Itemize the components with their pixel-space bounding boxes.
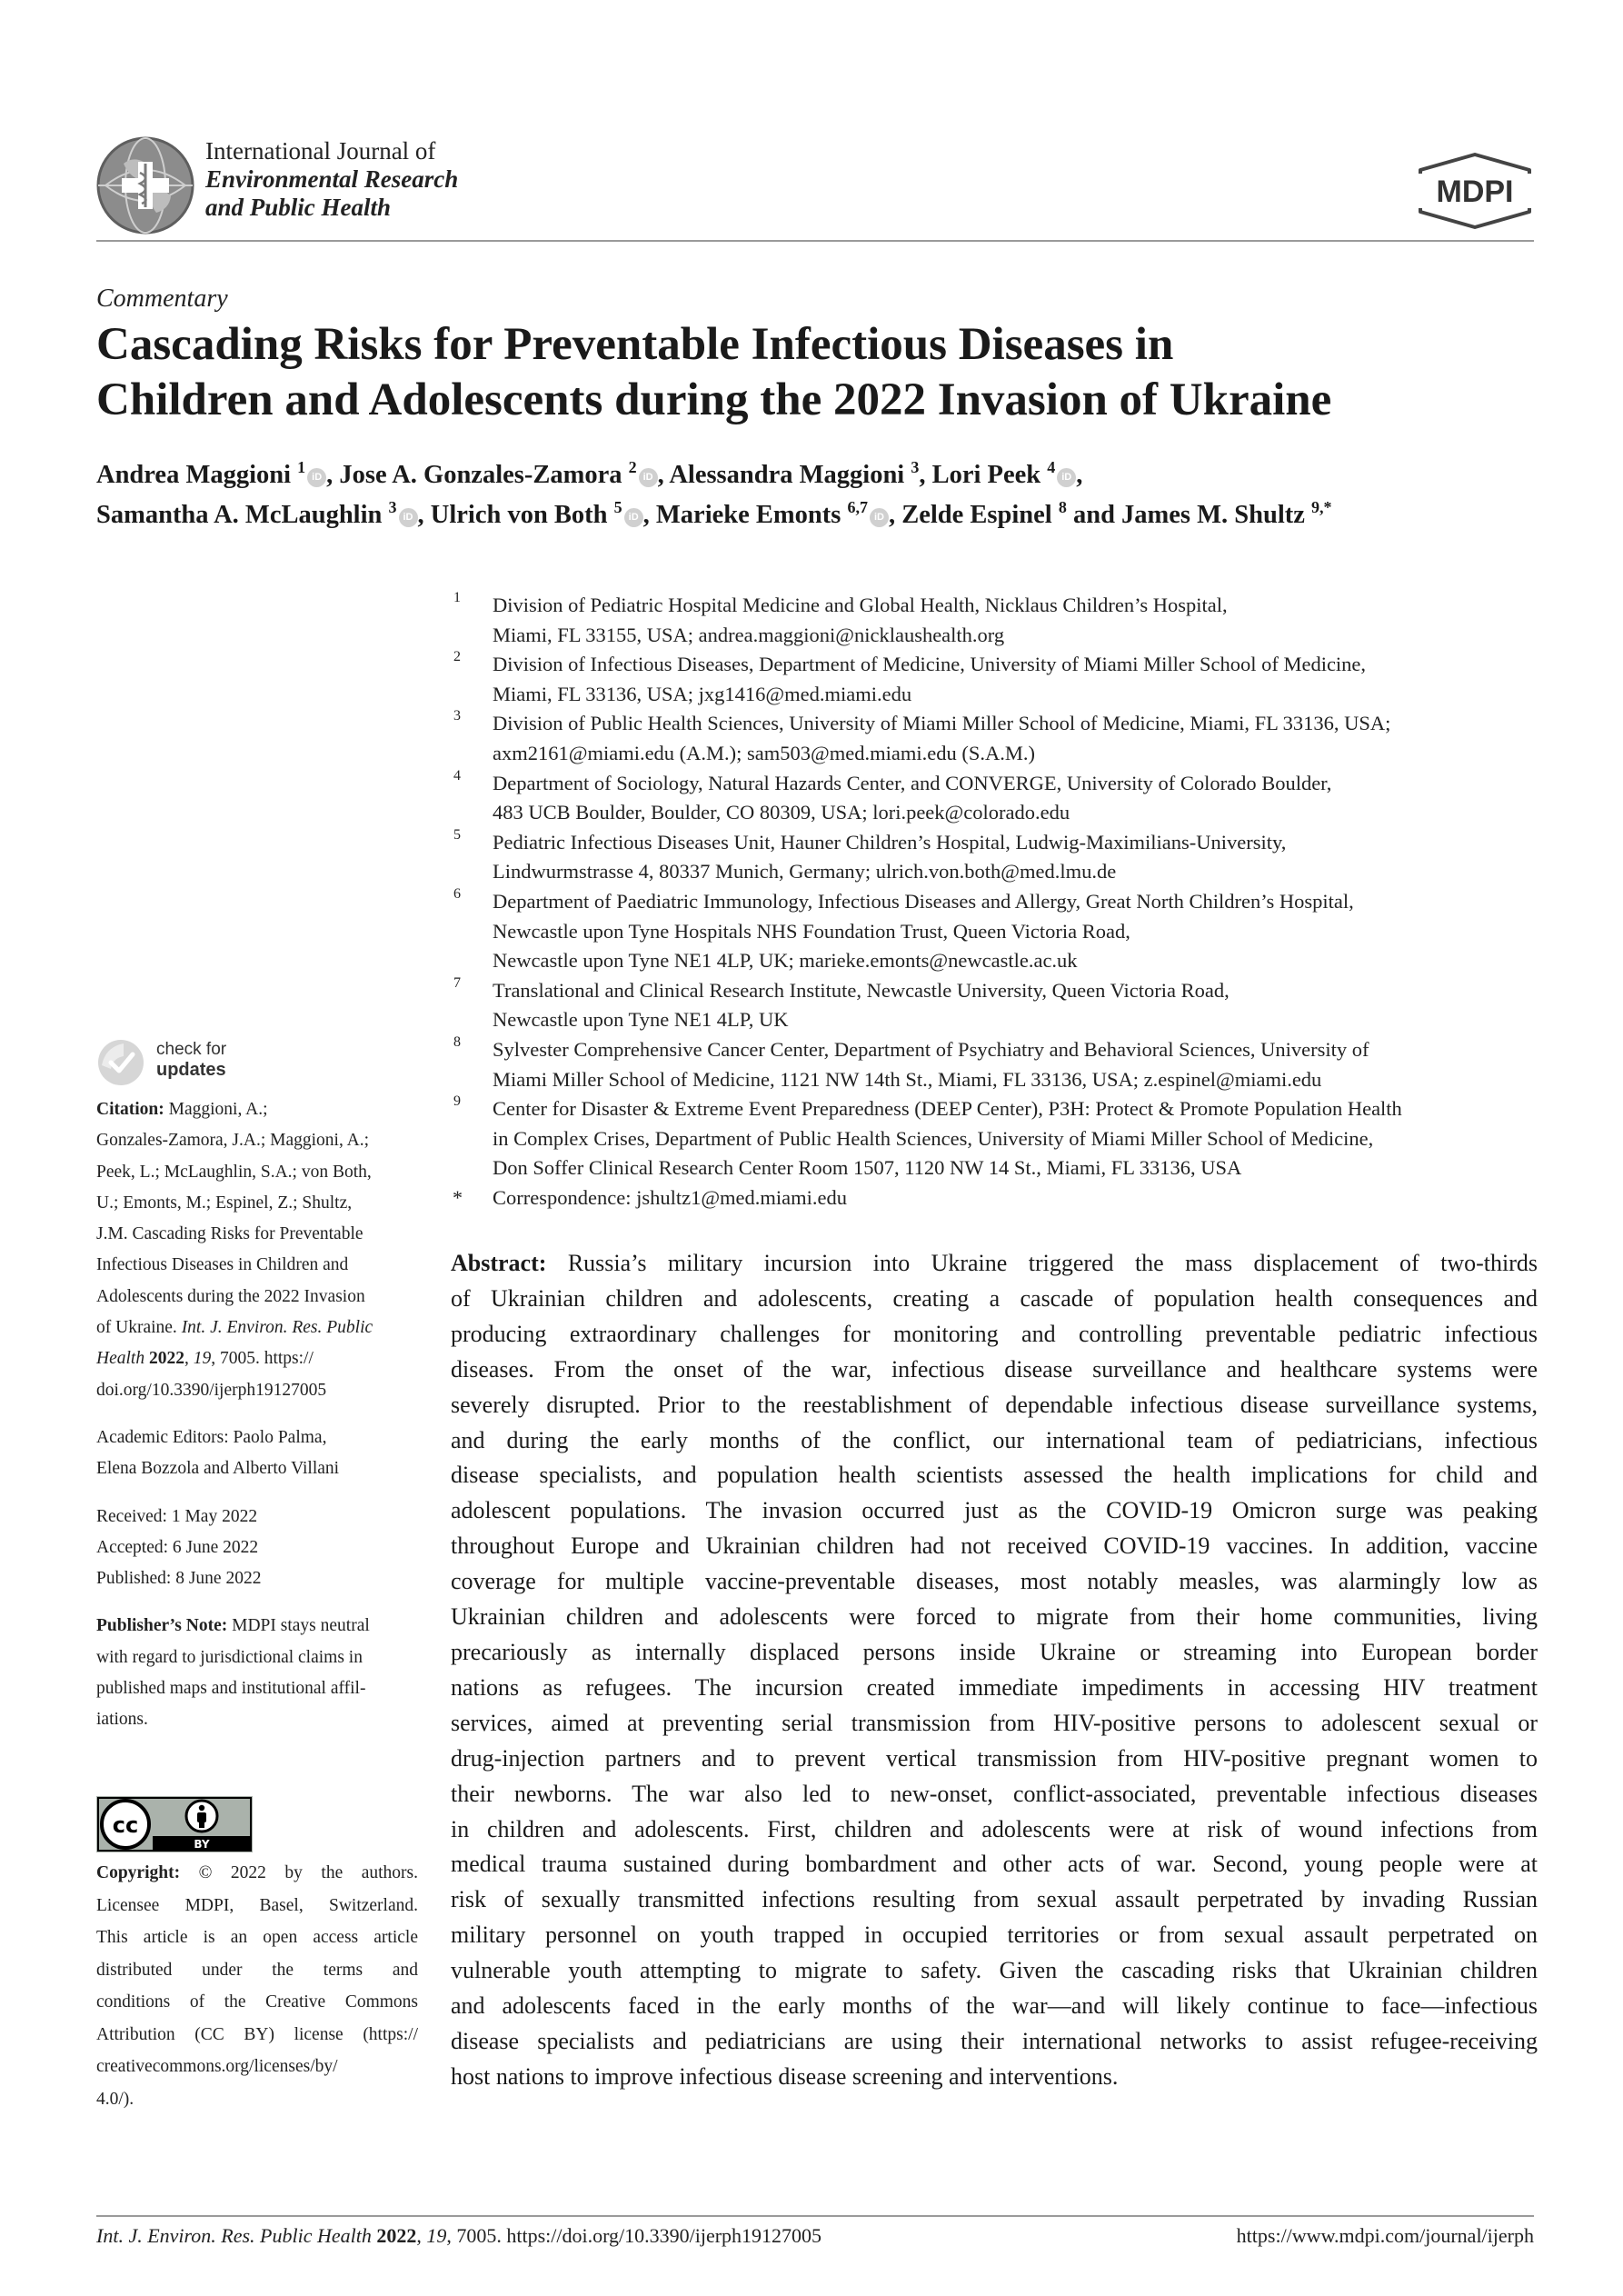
affiliations [451,591,1541,1213]
affiliation-number: 5 [453,826,461,843]
check-updates-label: check for [156,1040,227,1059]
cc-by-license-badge[interactable] [96,1796,253,1852]
journal-name-line2: Environmental Research [205,165,459,193]
journal-name [205,137,458,222]
abstract-line: precariously as internally displaced persons inside Ukraine or streaming into European border [451,1638,1538,1665]
citation-text: of Ukraine. [96,1318,182,1338]
affiliation-number: 3 [453,708,461,724]
cc-label: cc [112,1812,139,1838]
affiliation-text: Sylvester Comprehensive Cancer Center, Department of Psychiatry and Behavioral Sciences, University of [493,1037,1369,1061]
author-affiliation-mark: 5 [613,498,622,516]
affiliation-text: 483 UCB Boulder, Boulder, CO 80309, USA; lori.peek@colorado.edu [493,801,1070,824]
author-name: Samantha A. McLaughlin [96,501,383,529]
affiliation-text: axm2161@miami.edu (A.M.); sam503@med.miami.edu (S.A.M.) [493,741,1035,764]
author-name: Lori Peek [931,461,1041,489]
affiliation [451,887,1541,976]
journal-name-line1: International Journal of [205,137,436,165]
author-separator: , [642,501,656,529]
abstract-line: diseases. From the onset of the war, infectious disease surveillance and healthcare systems were [451,1355,1538,1383]
footer-citation [96,2224,821,2248]
orcid-icon[interactable]: iD [639,468,658,487]
citation-journal: Int. J. Environ. Res. Public [181,1318,373,1338]
affiliation-text: Pediatric Infectious Diseases Unit, Hauner Children’s Hospital, Ludwig-Maximilians-University, [493,830,1287,854]
editors-text: Academic Editors: Paolo Palma, [96,1427,327,1447]
author-list [96,455,1568,535]
abstract-line: risk of sexually transmitted infections resulting from sexual assault perpetrated by invading Russian [451,1886,1538,1913]
affiliation-number: 2 [453,649,461,665]
copyright-text: Licensee MDPI, Basel, Switzerland. [96,1895,418,1915]
author-separator: , [1076,461,1083,489]
editors-text: Elena Bozzola and Alberto Villani [96,1459,340,1479]
academic-editors [96,1423,423,1485]
affiliation-number: 7 [453,974,461,991]
affiliation [451,709,1541,768]
author-line [96,455,1568,495]
author-name: Andrea Maggioni [96,461,292,489]
affiliation-text: Miami, FL 33136, USA; jxg1416@med.miami.edu [493,682,912,705]
title-line: Cascading Risks for Preventable Infectious Diseases in [96,319,1174,370]
abstract-line: adolescent populations. The invasion occurred just as the COVID-19 Omicron surge was peaking [451,1497,1538,1524]
affiliation-number: 6 [453,885,461,902]
affiliation-number: 4 [453,767,461,784]
author-affiliation-mark: 8 [1058,498,1067,516]
affiliation-number: 1 [453,590,461,605]
author-separator: , [417,501,431,529]
copyright-block [96,1857,418,2115]
sidebar-metadata [96,1094,423,1752]
citation-doi-link[interactable]: , 7005. https:// [211,1349,314,1369]
publishers-note-label: Publisher’s Note: [96,1616,228,1636]
abstract [451,1246,1538,2095]
accepted-date: Accepted: 6 June 2022 [96,1537,259,1557]
copyright-license-link[interactable]: creativecommons.org/licenses/by/ [96,2057,338,2076]
author [339,458,670,489]
citation-text: Gonzales-Zamora, J.A.; Maggioni, A.; [96,1131,370,1151]
abstract-text: Russia’s military incursion into Ukraine triggered the mass displacement of two-thirds [546,1250,1538,1276]
affiliation [451,1035,1541,1094]
abstract-line: coverage for multiple vaccine-preventable diseases, most notably measles, was alarmingly low as [451,1568,1538,1595]
abstract-line: host nations to improve infectious disease screening and interventions. [451,2062,1119,2090]
citation-journal: Health [96,1349,145,1369]
author [669,458,932,489]
footer-volume: 19 [426,2224,447,2247]
citation-label: Citation: [96,1100,164,1119]
orcid-icon[interactable]: iD [870,508,889,527]
author [430,498,656,529]
abstract-line: in children and adolescents. First, children and adolescents were at risk of wound infections from [451,1815,1538,1842]
abstract-line: services, aimed at preventing serial transmission from HIV-positive persons to adolescent sexual or [451,1709,1538,1736]
abstract-line: Ukrainian children and adolescents were forced to migrate from their home communities, living [451,1603,1538,1631]
footer-doi-link[interactable]: , 7005. https://doi.org/10.3390/ijerph19127005 [446,2224,822,2247]
abstract-line: drug-injection partners and to prevent vertical transmission from HIV-positive pregnant women to [451,1744,1538,1772]
citation-text: J.M. Cascading Risks for Preventable [96,1224,363,1244]
check-updates-icon [96,1038,145,1087]
check-updates-label-bold: updates [156,1060,226,1080]
affiliation [451,650,1541,709]
citation-year: 2022 [144,1349,184,1369]
citation-text: Peek, L.; McLaughlin, S.A.; von Both, [96,1162,372,1182]
abstract-label: Abstract: [451,1250,547,1276]
footer-journal: Int. J. Environ. Res. Public Health [96,2224,372,2247]
abstract-line: medical trauma sustained during bombardment and other acts of war. Second, young people were at [451,1851,1538,1878]
abstract-line: nations as refugees. The incursion created immediate impediments in accessing HIV treatment [451,1673,1538,1701]
copyright-license-link[interactable]: 4.0/). [96,2089,134,2109]
citation-text: Infectious Diseases in Children and [96,1255,349,1275]
publishers-note-text: published maps and institutional affil- [96,1679,366,1699]
orcid-icon[interactable]: iD [624,508,643,527]
author-separator: , [888,501,902,529]
article-title [96,317,1550,428]
affiliation-text: Department of Sociology, Natural Hazards Center, and CONVERGE, University of Colorado Boulder, [493,771,1332,794]
footer-text: , [416,2224,427,2247]
affiliation-text: Don Soffer Clinical Research Center Room 1507, 1120 NW 14 St., Miami, FL 33136, USA [493,1156,1242,1180]
abstract-line: and adolescents faced in the early months of the war—and will likely continue to face—infectious [451,1992,1538,2020]
affiliation-text: Division of Pediatric Hospital Medicine and Global Health, Nicklaus Children’s Hospital, [493,594,1228,616]
affiliation-text: Lindwurmstrasse 4, 80337 Munich, Germany; ulrich.von.both@med.lmu.de [493,860,1117,883]
check-for-updates-badge[interactable] [96,1036,296,1087]
by-label: BY [194,1838,210,1851]
affiliation-text: in Complex Crises, Department of Public Health Sciences, University of Miami Miller School of Medicine, [493,1126,1374,1150]
author-name: Alessandra Maggioni [669,461,905,489]
author-affiliation-mark: 1 [297,458,306,476]
copyright-text: distributed under the terms and [96,1960,418,1980]
abstract-line: severely disrupted. Prior to the reestablishment of dependable infectious disease surveillance systems, [451,1391,1538,1418]
publishers-note-text: with regard to jurisdictional claims in [96,1647,363,1667]
publication-dates [96,1502,423,1595]
mdpi-logo [1414,152,1536,230]
copyright-text: Attribution (CC BY) license (https:// [96,2024,418,2044]
abstract-line: of Ukrainian children and adolescents, creating a cascade of population health consequences and [451,1284,1538,1312]
author-affiliation-mark: 3 [388,498,397,516]
orcid-icon[interactable]: iD [1057,468,1076,487]
received-date: Received: 1 May 2022 [96,1506,258,1526]
affiliation [451,591,1541,650]
affiliation-text: Translational and Clinical Research Institute, Newcastle University, Queen Victoria Road, [493,978,1230,1002]
correspondence [451,1183,1541,1213]
orcid-icon[interactable]: iD [399,508,418,527]
author-line [96,495,1568,535]
affiliation-number: 8 [453,1033,461,1050]
abstract-line: military personnel on youth trapped in occupied territories or from sexual assault perpetrated on [451,1922,1538,1949]
publishers-note [96,1611,423,1735]
affiliation-text: Newcastle upon Tyne NE1 4LP, UK [493,1008,789,1032]
publishers-note-text: MDPI stays neutral [227,1616,370,1636]
mdpi-logo-text: MDPI [1436,175,1514,209]
title-line: Children and Adolescents during the 2022 Invasion of Ukraine [96,374,1332,425]
affiliation [451,769,1541,828]
affiliation-text: Correspondence: jshultz1@med.miami.edu [493,1185,848,1209]
citation-text: , [184,1349,194,1369]
journal-name-line3: and Public Health [205,194,392,221]
affiliation-number: * [453,1185,463,1209]
author [901,498,1122,529]
citation-block [96,1094,423,1406]
author [96,498,431,529]
affiliation-text: Department of Paediatric Immunology, Infectious Diseases and Allergy, Great North Children’s Hospital, [493,889,1354,913]
affiliation [451,976,1541,1035]
citation-doi-link[interactable]: doi.org/10.3390/ijerph19127005 [96,1380,327,1400]
citation-volume: 19 [193,1349,212,1369]
author-separator: , [657,461,670,489]
abstract-line: vulnerable youth attempting to migrate to safety. Given the cascading risks that Ukrainian children [451,1957,1538,1984]
copyright-text: © 2022 by the authors. [180,1863,418,1882]
author-affiliation-mark: 2 [628,458,637,476]
affiliation-text: Division of Infectious Diseases, Department of Medicine, University of Miami Miller School of Medicine, [493,653,1367,676]
journal-globe-logo [96,136,194,235]
header-divider [96,240,1534,242]
footer-year: 2022 [371,2224,417,2247]
copyright-label: Copyright: [96,1863,181,1882]
author-separator: , [326,461,340,489]
article-type: Commentary [96,285,228,313]
affiliation-text: Newcastle upon Tyne Hospitals NHS Foundation Trust, Queen Victoria Road, [493,919,1130,943]
orcid-icon[interactable]: iD [307,468,326,487]
author-separator: , [919,461,932,489]
abstract-line: producing extraordinary challenges for monitoring and controlling preventable pediatric infectious [451,1320,1538,1347]
citation-text: Adolescents during the 2022 Invasion [96,1286,365,1306]
copyright-text: conditions of the Creative Commons [96,1992,418,2011]
author-name: Zelde Espinel [901,501,1052,529]
author [1121,498,1332,529]
author-name: Marieke Emonts [655,501,841,529]
author [931,458,1083,489]
affiliation-text: Center for Disaster & Extreme Event Preparedness (DEEP Center), P3H: Protect & Promote Population Health [493,1097,1402,1121]
abstract-line: and during the early months of the conflict, our international team of pediatricians, infectious [451,1426,1538,1453]
author [655,498,902,529]
abstract-line: disease specialists, and population health scientists assessed the health implications for child and [451,1462,1538,1489]
abstract-line: throughout Europe and Ukrainian children had not received COVID-19 vaccines. In addition, vaccine [451,1532,1538,1560]
author-name: Jose A. Gonzales-Zamora [339,461,622,489]
author-affiliation-mark: 3 [911,458,920,476]
citation-text: Maggioni, A.; [164,1100,268,1119]
author-affiliation-mark: 4 [1047,458,1056,476]
abstract-line: their newborns. The war also led to new-onset, conflict-associated, preventable infectious diseases [451,1780,1538,1807]
affiliation-text: Division of Public Health Sciences, University of Miami Miller School of Medicine, Miami, FL 33136, USA; [493,712,1391,735]
copyright-text: This article is an open access article [96,1928,418,1947]
affiliation [451,828,1541,887]
footer-divider [96,2215,1534,2217]
author-affiliation-mark: 6,7 [847,498,868,516]
affiliation-number: 9 [453,1093,461,1110]
affiliation-text: Newcastle upon Tyne NE1 4LP, UK; marieke.emonts@newcastle.ac.uk [493,949,1078,973]
footer-journal-url[interactable]: https://www.mdpi.com/journal/ijerph [1236,2224,1534,2247]
affiliation-text: Miami Miller School of Medicine, 1121 NW 14th St., Miami, FL 33136, USA; z.espinel@miami.edu [493,1067,1322,1091]
abstract-line [451,1246,1538,1282]
author [96,458,340,489]
author-affiliation-mark: 9,* [1311,498,1332,516]
citation-text: U.; Emonts, M.; Espinel, Z.; Shultz, [96,1193,353,1213]
author-name: Ulrich von Both [430,501,608,529]
abstract-line: disease specialists and pediatricians are using their international networks to assist refugee-receiving [451,2027,1538,2054]
author-separator: and [1066,501,1122,529]
publishers-note-text: iations. [96,1710,148,1730]
affiliation-text: Miami, FL 33155, USA; andrea.maggioni@nicklaushealth.org [493,623,1005,646]
author-name: James M. Shultz [1121,501,1305,529]
published-date: Published: 8 June 2022 [96,1569,262,1589]
affiliation [451,1094,1541,1183]
